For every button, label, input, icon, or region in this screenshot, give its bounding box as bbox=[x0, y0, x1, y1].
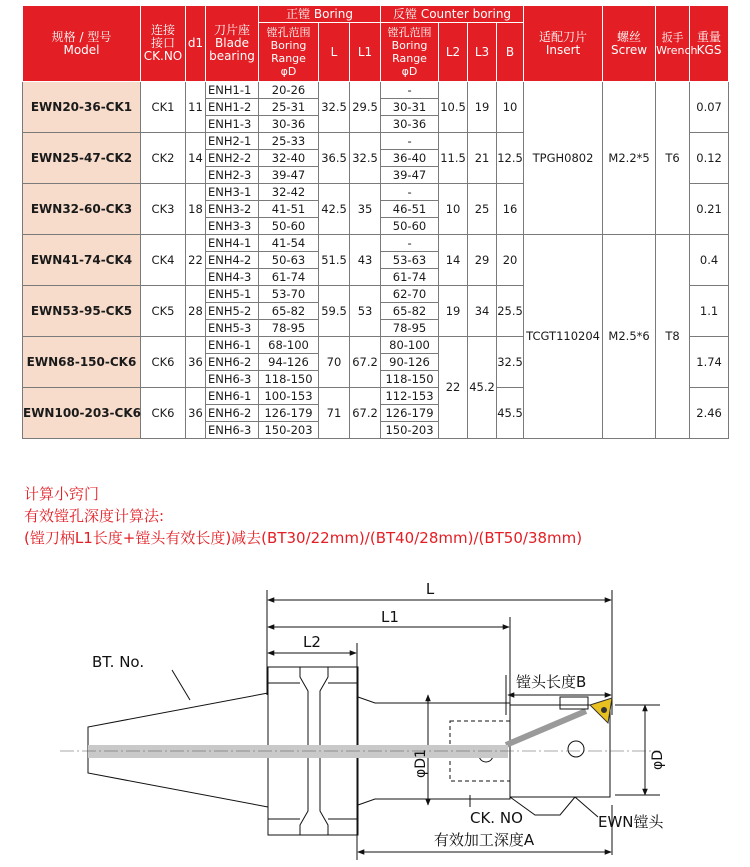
header-L2: L2 bbox=[439, 23, 468, 82]
L-cell: 51.5 bbox=[319, 235, 350, 286]
d1-cell: 28 bbox=[186, 286, 206, 337]
L2-cell: 22 bbox=[439, 337, 468, 439]
weight-cell: 1.74 bbox=[690, 337, 729, 388]
notes bbox=[24, 483, 582, 549]
ckno-label: CK. NO bbox=[470, 809, 523, 827]
boring-range-cell: 126-179 bbox=[259, 405, 319, 422]
boring-range-cell: 32-40 bbox=[259, 150, 319, 167]
boring-range-cell: 100-153 bbox=[259, 388, 319, 405]
counter-range-cell: 150-203 bbox=[381, 422, 439, 439]
ckno-cell: CK5 bbox=[141, 286, 186, 337]
boring-range-cell: 30-36 bbox=[259, 116, 319, 133]
header-ckno bbox=[141, 6, 186, 82]
insert-cell: TPGH0802 bbox=[524, 82, 603, 235]
table-row bbox=[23, 235, 729, 252]
header-counter-boring: 反镗 Counter boring bbox=[381, 6, 524, 23]
blade-cell: ENH5-1 bbox=[206, 286, 259, 303]
header-insert-line: Insert bbox=[545, 42, 581, 57]
dim-L1-label: L1 bbox=[381, 608, 399, 626]
counter-range-cell: - bbox=[381, 133, 439, 150]
L1-cell: 29.5 bbox=[350, 82, 381, 133]
model-cell: EWN20-36-CK1 bbox=[23, 82, 141, 133]
model-cell: EWN41-74-CK4 bbox=[23, 235, 141, 286]
L-cell: 59.5 bbox=[319, 286, 350, 337]
depth-A-label: 有效加工深度A bbox=[433, 831, 535, 849]
blade-cell: ENH5-3 bbox=[206, 320, 259, 337]
d1-cell: 18 bbox=[186, 184, 206, 235]
counter-range-cell: 61-74 bbox=[381, 269, 439, 286]
ckno-cell: CK6 bbox=[141, 388, 186, 439]
L2-cell: 10 bbox=[439, 184, 468, 235]
weight-cell: 0.21 bbox=[690, 184, 729, 235]
phiD-label: φD bbox=[650, 749, 666, 770]
d1-cell: 36 bbox=[186, 388, 206, 439]
L3-cell: 45.2 bbox=[468, 337, 497, 439]
counter-range-cell: 36-40 bbox=[381, 150, 439, 167]
blade-cell: ENH6-2 bbox=[206, 354, 259, 371]
header-boring-range-line: φD bbox=[280, 65, 297, 78]
header-boring-range-line: 镗孔范围 bbox=[266, 26, 311, 39]
counter-range-cell: 78-95 bbox=[381, 320, 439, 337]
tool-diagram bbox=[0, 565, 750, 867]
header-counter-range-line: 镗孔范围 bbox=[387, 26, 432, 39]
boring-range-cell: 118-150 bbox=[259, 371, 319, 388]
boring-range-cell: 68-100 bbox=[259, 337, 319, 354]
weight-cell: 0.4 bbox=[690, 235, 729, 286]
ckno-cell: CK1 bbox=[141, 82, 186, 133]
counter-range-cell: - bbox=[381, 184, 439, 201]
counter-range-cell: 112-153 bbox=[381, 388, 439, 405]
counter-range-cell: - bbox=[381, 82, 439, 99]
counter-range-cell: 65-82 bbox=[381, 303, 439, 320]
header-wrench-line: Wrench bbox=[656, 43, 698, 57]
header-d1: d1 bbox=[186, 6, 206, 82]
boring-range-cell: 94-126 bbox=[259, 354, 319, 371]
B-cell: 16 bbox=[497, 184, 524, 235]
L1-cell: 35 bbox=[350, 184, 381, 235]
ckno-cell: CK2 bbox=[141, 133, 186, 184]
table-row bbox=[23, 82, 729, 99]
d1-cell: 36 bbox=[186, 337, 206, 388]
blade-cell: ENH6-3 bbox=[206, 422, 259, 439]
model-cell: EWN100-203-CK6 bbox=[23, 388, 141, 439]
blade-cell: ENH3-1 bbox=[206, 184, 259, 201]
counter-range-cell: 30-31 bbox=[381, 99, 439, 116]
boring-range-cell: 50-60 bbox=[259, 218, 319, 235]
header-screw-line: 螺丝 bbox=[617, 29, 642, 44]
phiD1-label: φD1 bbox=[413, 749, 429, 778]
boring-range-cell: 32-42 bbox=[259, 184, 319, 201]
B-cell: 12.5 bbox=[497, 133, 524, 184]
header-model-line: 规格 / 型号 bbox=[51, 29, 112, 44]
L1-cell: 43 bbox=[350, 235, 381, 286]
blade-cell: ENH4-1 bbox=[206, 235, 259, 252]
weight-cell: 1.1 bbox=[690, 286, 729, 337]
boring-range-cell: 25-31 bbox=[259, 99, 319, 116]
header-model bbox=[23, 6, 141, 82]
header-insert bbox=[524, 6, 603, 82]
header-insert-line: 适配刀片 bbox=[539, 29, 588, 44]
counter-range-cell: 90-126 bbox=[381, 354, 439, 371]
header-blade-line: Blade bbox=[215, 36, 249, 50]
header-boring-range-line: Boring bbox=[270, 39, 307, 52]
spec-table bbox=[22, 5, 729, 439]
header-weight-line: KGS bbox=[696, 42, 722, 57]
header-screw-line: Screw bbox=[611, 42, 648, 57]
B-cell: 32.5 bbox=[497, 337, 524, 388]
blade-cell: ENH6-1 bbox=[206, 337, 259, 354]
screw-cell: M2.5*6 bbox=[603, 235, 656, 439]
L3-cell: 29 bbox=[468, 235, 497, 286]
boring-range-cell: 78-95 bbox=[259, 320, 319, 337]
d1-cell: 11 bbox=[186, 82, 206, 133]
d1-cell: 14 bbox=[186, 133, 206, 184]
L-cell: 42.5 bbox=[319, 184, 350, 235]
blade-cell: ENH3-2 bbox=[206, 201, 259, 218]
blade-cell: ENH6-3 bbox=[206, 371, 259, 388]
boring-range-cell: 41-51 bbox=[259, 201, 319, 218]
L1-cell: 32.5 bbox=[350, 133, 381, 184]
header-B: B bbox=[497, 23, 524, 82]
L3-cell: 25 bbox=[468, 184, 497, 235]
boring-range-cell: 20-26 bbox=[259, 82, 319, 99]
d1-cell: 22 bbox=[186, 235, 206, 286]
header-boring: 正镗 Boring bbox=[259, 6, 381, 23]
ckno-cell: CK4 bbox=[141, 235, 186, 286]
L2-cell: 10.5 bbox=[439, 82, 468, 133]
counter-range-cell: 62-70 bbox=[381, 286, 439, 303]
counter-range-cell: 39-47 bbox=[381, 167, 439, 184]
blade-cell: ENH1-1 bbox=[206, 82, 259, 99]
boring-range-cell: 25-33 bbox=[259, 133, 319, 150]
wrench-cell: T8 bbox=[656, 235, 690, 439]
header-counter-range-line: Range bbox=[392, 52, 427, 65]
notes-formula: (镗刀柄L1长度+镗头有效长度)减去(BT30/22mm)/(BT40/28mm)/(BT50/38mm) bbox=[24, 529, 583, 547]
wrench-cell: T6 bbox=[656, 82, 690, 235]
L1-cell: 67.2 bbox=[350, 388, 381, 439]
insert-cell: TCGT110204 bbox=[524, 235, 603, 439]
L3-cell: 19 bbox=[468, 82, 497, 133]
header-ckno-line: 连接 bbox=[150, 23, 175, 37]
notes-title: 计算小窍门 bbox=[24, 485, 100, 503]
ewn-head-label: EWN镗头 bbox=[598, 813, 664, 831]
header-L3: L3 bbox=[468, 23, 497, 82]
bt-label: BT. No. bbox=[92, 653, 145, 671]
blade-cell: ENH5-2 bbox=[206, 303, 259, 320]
head-length-label: 镗头长度B bbox=[516, 673, 587, 691]
ckno-cell: CK6 bbox=[141, 337, 186, 388]
header-weight-line: 重量 bbox=[697, 29, 722, 44]
model-cell: EWN68-150-CK6 bbox=[23, 337, 141, 388]
header-blade bbox=[206, 6, 259, 82]
blade-cell: ENH1-2 bbox=[206, 99, 259, 116]
header-L: L bbox=[319, 23, 350, 82]
blade-cell: ENH3-3 bbox=[206, 218, 259, 235]
blade-cell: ENH2-3 bbox=[206, 167, 259, 184]
model-cell: EWN25-47-CK2 bbox=[23, 133, 141, 184]
ckno-cell: CK3 bbox=[141, 184, 186, 235]
boring-range-cell: 65-82 bbox=[259, 303, 319, 320]
B-cell: 45.5 bbox=[497, 388, 524, 439]
header-counter-range-line: φD bbox=[401, 65, 418, 78]
model-cell: EWN32-60-CK3 bbox=[23, 184, 141, 235]
weight-cell: 2.46 bbox=[690, 388, 729, 439]
header-L1: L1 bbox=[350, 23, 381, 82]
model-cell: EWN53-95-CK5 bbox=[23, 286, 141, 337]
dim-L2-label: L2 bbox=[303, 633, 321, 651]
dim-L-label: L bbox=[425, 580, 435, 598]
header-counter-range bbox=[381, 23, 439, 82]
boring-range-cell: 61-74 bbox=[259, 269, 319, 286]
header-blade-line: 刀片座 bbox=[213, 23, 250, 37]
header-wrench-line: 扳手 bbox=[661, 30, 684, 44]
counter-range-cell: 30-36 bbox=[381, 116, 439, 133]
blade-cell: ENH6-2 bbox=[206, 405, 259, 422]
blade-cell: ENH6-1 bbox=[206, 388, 259, 405]
L1-cell: 53 bbox=[350, 286, 381, 337]
L3-cell: 21 bbox=[468, 133, 497, 184]
blade-cell: ENH4-2 bbox=[206, 252, 259, 269]
counter-range-cell: 118-150 bbox=[381, 371, 439, 388]
header-ckno-line: CK.NO bbox=[143, 49, 183, 63]
blade-cell: ENH2-2 bbox=[206, 150, 259, 167]
L2-cell: 14 bbox=[439, 235, 468, 286]
header-boring-range-line: Range bbox=[271, 52, 306, 65]
header-boring-range bbox=[259, 23, 319, 82]
counter-range-cell: - bbox=[381, 235, 439, 252]
header-counter-range-line: Boring bbox=[391, 39, 428, 52]
boring-range-cell: 39-47 bbox=[259, 167, 319, 184]
header-blade-line: bearing bbox=[209, 49, 255, 63]
boring-range-cell: 41-54 bbox=[259, 235, 319, 252]
blade-cell: ENH1-3 bbox=[206, 116, 259, 133]
counter-range-cell: 53-63 bbox=[381, 252, 439, 269]
weight-cell: 0.12 bbox=[690, 133, 729, 184]
weight-cell: 0.07 bbox=[690, 82, 729, 133]
B-cell: 25.5 bbox=[497, 286, 524, 337]
B-cell: 20 bbox=[497, 235, 524, 286]
blade-cell: ENH2-1 bbox=[206, 133, 259, 150]
L-cell: 36.5 bbox=[319, 133, 350, 184]
header-wrench bbox=[656, 6, 698, 82]
L-cell: 71 bbox=[319, 388, 350, 439]
counter-range-cell: 126-179 bbox=[381, 405, 439, 422]
L2-cell: 11.5 bbox=[439, 133, 468, 184]
boring-range-cell: 150-203 bbox=[259, 422, 319, 439]
L-cell: 32.5 bbox=[319, 82, 350, 133]
L3-cell: 34 bbox=[468, 286, 497, 337]
header-model-line: Model bbox=[63, 42, 100, 57]
counter-range-cell: 46-51 bbox=[381, 201, 439, 218]
L1-cell: 67.2 bbox=[350, 337, 381, 388]
B-cell: 10 bbox=[497, 82, 524, 133]
screw-cell: M2.2*5 bbox=[603, 82, 656, 235]
counter-range-cell: 80-100 bbox=[381, 337, 439, 354]
blade-cell: ENH4-3 bbox=[206, 269, 259, 286]
header-screw bbox=[603, 6, 656, 82]
notes-subtitle: 有效镗孔深度计算法: bbox=[24, 507, 165, 525]
boring-range-cell: 53-70 bbox=[259, 286, 319, 303]
L2-cell: 19 bbox=[439, 286, 468, 337]
counter-range-cell: 50-60 bbox=[381, 218, 439, 235]
L-cell: 70 bbox=[319, 337, 350, 388]
boring-range-cell: 50-63 bbox=[259, 252, 319, 269]
header-ckno-line: 接口 bbox=[150, 36, 175, 50]
